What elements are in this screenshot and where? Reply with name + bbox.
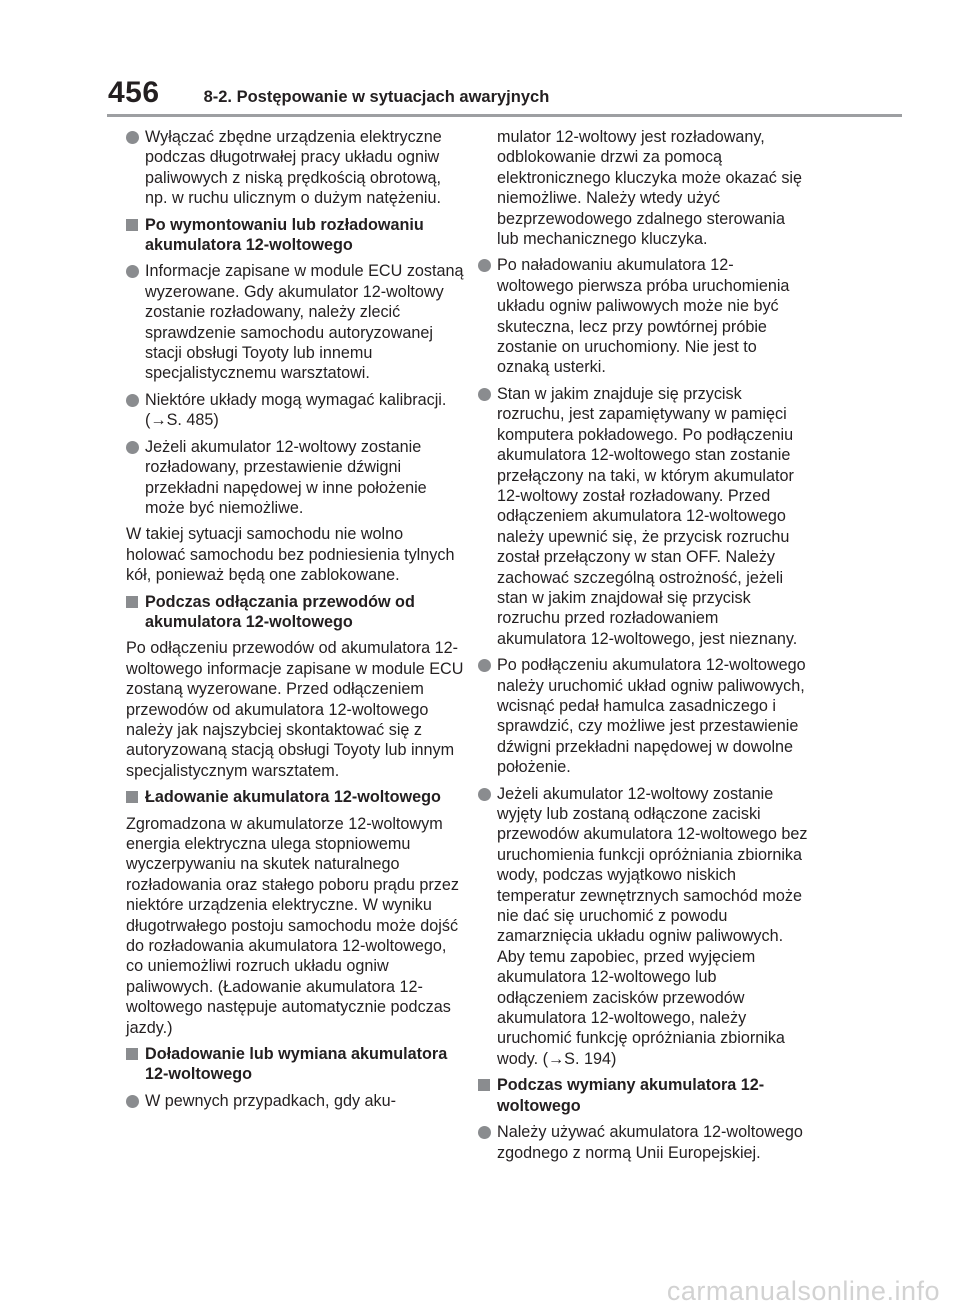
page-number: 456 — [108, 76, 160, 109]
section-heading: Podczas odłączania przewodów od akumulatora 12-woltowego — [126, 592, 466, 633]
watermark: carmanualsonline.info — [666, 1276, 940, 1306]
section-heading: Ładowanie akumulatora 12-woltowego — [126, 787, 466, 807]
bullet-item: Jeżeli akumulator 12-woltowy zostanie rozładowany, przestawienie dźwigni przekładni napędowej w inne położenie może być niemożliwe. — [126, 437, 466, 519]
bullet-item: W pewnych przypadkach, gdy aku- — [126, 1091, 466, 1111]
bullet-continuation: mulator 12-woltowy jest rozładowany, odblokowanie drzwi za pomocą elektronicznego kluczyka może okazać się niemożliwe. Należy wtedy użyć bezprzewodowego zdalnego sterowania lub mechanicznego kluczyka. — [497, 128, 803, 249]
section-heading: Doładowanie lub wymiana akumulatora 12-woltowego — [126, 1044, 466, 1085]
bullet-item: Informacje zapisane w module ECU zostaną wyzerowane. Gdy akumulator 12-woltowy zostanie rozładowany, należy zlecić sprawdzenie samochodu autoryzowanej stacji obsługi Toyoty lub innemu specjalistycznemu warsztatowi. — [126, 261, 466, 383]
paragraph: W takiej sytuacji samochodu nie wolno holować samochodu bez podniesienia tylnych kół, ponieważ będą one zablokowane. — [126, 525, 455, 585]
paragraph: Zgromadzona w akumulatorze 12-woltowym energia elektryczna ulega stopniowemu wyczerpywaniu na skutek naturalnego rozładowania oraz stałego poboru prądu przez niektóre urządzenia elektryczne. W wyniku długotrwałego postoju samochodu może dojść do rozładowania akumulatora 12-woltowego, co uniemożliwi rozruch układu ogniw paliwowych. (Ładowanie akumulatora 12-woltowego następuje automatycznie podczas jazdy.) — [126, 814, 459, 1037]
bullet-item: Po podłączeniu akumulatora 12-woltowego należy uruchomić układ ogniw paliwowych, wcisnąć pedał hamulca zasadniczego i sprawdzić, czy możliwe jest przestawienie dźwigni przekładni napędowej w dowolne położenie. — [478, 655, 808, 777]
page-header — [108, 76, 549, 110]
bullet-item: Wyłączać zbędne urządzenia elektryczne podczas długotrwałej pracy układu ogniw paliwowych z niską prędkością obrotową, np. w ruchu ulicznym o dużym natężeniu. — [126, 127, 466, 209]
bullet-item: Niektóre układy mogą wymagać kalibracji. (→S. 485) — [126, 390, 466, 431]
header-divider — [107, 114, 902, 117]
section-heading: Podczas wymiany akumulatora 12-woltowego — [478, 1075, 808, 1116]
bullet-item: Jeżeli akumulator 12-woltowy zostanie wyjęty lub zostaną odłączone zaciski przewodów akumulatora 12-woltowego bez uruchomienia funkcji opróżniania zbiornika wody, podczas wyjątkowo niskich temperatur zewnętrznych samochód może nie dać się uruchomić z powodu zamarznięcia układu ogniw paliwowych. Aby temu zapobiec, przed wyjęciem akumulatora 12-woltowego lub odłączeniem zacisków przewodów akumulatora 12-woltowego, należy uruchomić funkcję opróżniania zbiornika wody. (→S. 194) — [478, 784, 808, 1070]
right-column — [478, 127, 808, 1169]
section-heading: Po wymontowaniu lub rozładowaniu akumulatora 12-woltowego — [126, 215, 466, 256]
left-column — [126, 127, 466, 1117]
paragraph: Po odłączeniu przewodów od akumulatora 12-woltowego informacje zapisane w module ECU zostaną wyzerowane. Przed odłączeniem przewodów od akumulatora 12-woltowego należy jak najszybciej skontaktować się z autoryzowaną stacją obsługi Toyoty lub innym specjalistycznym warsztatem. — [126, 639, 464, 780]
bullet-item: Po naładowaniu akumulatora 12-woltowego pierwsza próba uruchomienia układu ogniw paliwowych może nie być skuteczna, lecz przy powtórnej próbie zostanie on uruchomiony. Nie jest to oznaką usterki. — [478, 255, 808, 377]
bullet-item: Należy używać akumulatora 12-woltowego zgodnego z normą Unii Europejskiej. — [478, 1122, 808, 1163]
section-title: 8-2. Postępowanie w sytuacjach awaryjnych — [203, 88, 550, 106]
bullet-item: Stan w jakim znajduje się przycisk rozruchu, jest zapamiętywany w pamięci komputera pokładowego. Po podłączeniu akumulatora 12-woltowego stan zostanie przełączony na taki, w którym akumulator 12-woltowy został rozładowany. Przed odłączeniem akumulatora 12-woltowego należy upewnić się, że przycisk rozruchu został przełączony w stan OFF. Należy zachować szczególną ostrożność, jeżeli stan w jakim znajdował się przycisk rozruchu przed rozładowaniem akumulatora 12-woltowego, jest nieznany. — [478, 384, 808, 649]
